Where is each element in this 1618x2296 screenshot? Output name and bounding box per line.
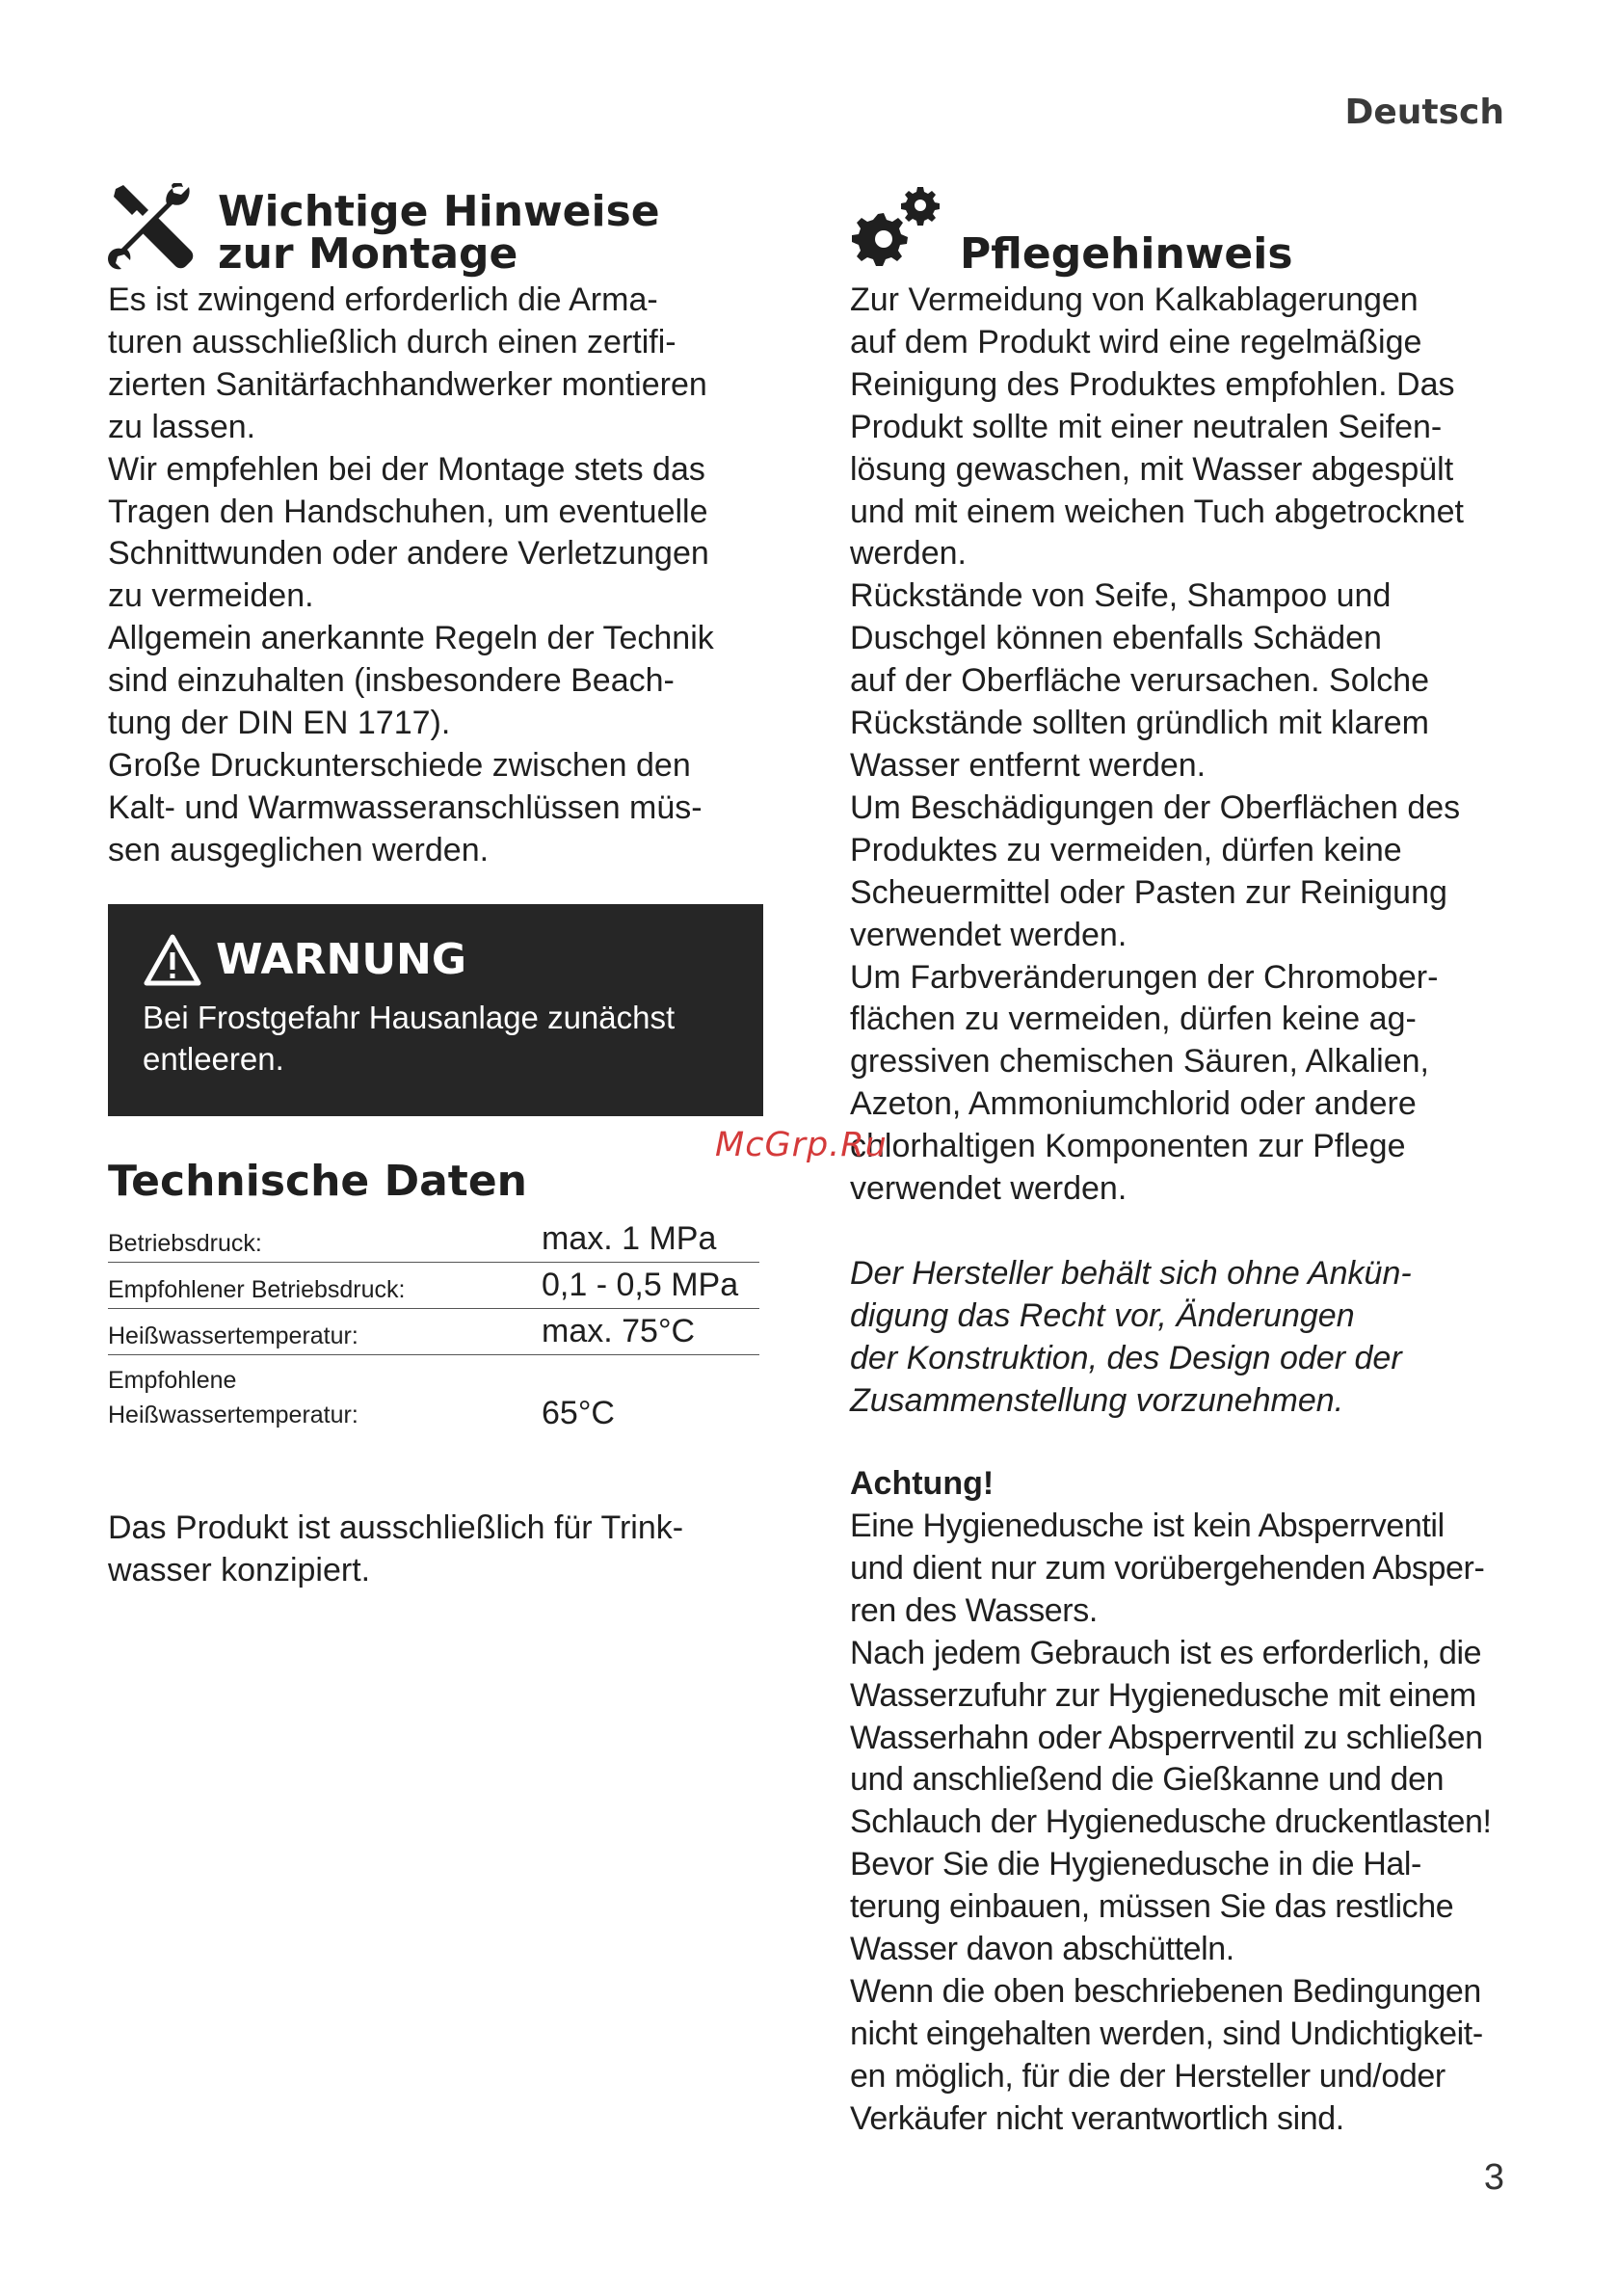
language-label: Deutsch bbox=[1344, 93, 1504, 132]
table-row bbox=[108, 1216, 759, 1263]
spec-label: Heißwassertemperatur: bbox=[108, 1309, 542, 1355]
warning-box bbox=[108, 904, 763, 1116]
mount-title bbox=[218, 187, 660, 279]
spec-value: max. 75°C bbox=[542, 1309, 759, 1355]
spec-value: 0,1 - 0,5 MPa bbox=[542, 1263, 759, 1309]
table-row bbox=[108, 1309, 759, 1355]
care-icon-wrap bbox=[850, 183, 946, 276]
warning-title: WARNUNG bbox=[216, 935, 466, 984]
page-number: 3 bbox=[1483, 2157, 1504, 2198]
care-text: Zur Vermeidung von Kalkablagerungen auf dem Produkt wird eine regelmäßige Reinigung des Produktes empfohlen. Das Produkt sollte mit einer neutralen Seifen- lösung gewaschen, mit Wasser abgespült und mit einem weichen Tuch abgetrocknet werden. Rückstände von Seife, Shampoo und Duschgel können ebenfalls Schäden auf der Oberfläche verursachen. Solche Rückstände sollten gründlich mit klarem Wasser entfernt werden. Um Beschädigungen der Oberflächen des Produktes zu vermeiden, dürfen keine Scheuermittel oder Pasten zur Reinigung verwendet werden. Um Farbveränderungen der Chromober- flächen zu vermeiden, dürfen keine ag- gressiven chemischen Säuren, Alkalien, Azeton, Ammoniumchlorid oder andere chlorhaltigen Komponenten zur Pflege verwendet werden. bbox=[850, 281, 1464, 1208]
spec-label: Empfohlene Heißwassertemperatur: bbox=[108, 1367, 358, 1428]
mount-icon-wrap bbox=[108, 183, 200, 276]
mount-title-line1: Wichtige Hinweise bbox=[218, 187, 660, 236]
warning-heading bbox=[143, 933, 466, 987]
manufacturer-note: Der Hersteller behält sich ohne Ankün- digung das Recht vor, Änderungen der Konstruktion, des Design oder der Zusammenstellung vorzunehmen. bbox=[850, 1255, 1412, 1419]
warning-triangle-icon bbox=[143, 933, 202, 987]
mount-text: Es ist zwingend erforderlich die Arma- turen ausschließlich durch einen zertifi- zierten Sanitärfachhandwerker montieren zu lassen. Wir empfehlen bei der Montage stets das Tragen den Handschuhen, um eventuelle Schnittwunden oder andere Verletzungen zu vermeiden. Allgemein anerkannte Regeln der Technik sind einzuhalten (insbesondere Beach- tung der DIN EN 1717). Große Druckunterschiede zwischen den Kalt- und Warmwasseranschlüssen müs- sen ausgeglichen werden. bbox=[108, 281, 714, 868]
spec-label: Betriebsdruck: bbox=[108, 1216, 542, 1263]
table-row bbox=[108, 1263, 759, 1309]
spec-value: max. 1 MPa bbox=[542, 1216, 759, 1263]
product-note: Das Produkt ist ausschließlich für Trink- wasser konzipiert. bbox=[108, 1509, 684, 1589]
specs-table bbox=[108, 1216, 759, 1436]
specs-table-wrap bbox=[108, 1216, 759, 1436]
gears-icon bbox=[850, 183, 946, 276]
wrench-screwdriver-icon bbox=[108, 183, 200, 276]
attention-text: Eine Hygienedusche ist kein Absperrventil und dient nur zum vorübergehenden Absper- ren des Wassers. Nach jedem Gebrauch ist es erforderlich, die Wasserzufuhr zur Hygienedusche mit einem Wasserhahn oder Absperrventil zu schließen und anschließend die Gießkanne und den Schlauch der Hygienedusche druckentlasten! Bevor Sie die Hygienedusche in die Hal- terung einbauen, müssen Sie das restliche Wasser davon abschütteln. Wenn die oben beschriebenen Bedingungen nicht eingehalten werden, sind Undichtigkeit- en möglich, für die der Hersteller und/oder Verkäufer nicht verantwortlich sind. bbox=[850, 1508, 1492, 2137]
tech-title: Technische Daten bbox=[108, 1157, 527, 1206]
attention-title: Achtung! bbox=[850, 1465, 995, 1502]
care-title: Pflegehinweis bbox=[960, 229, 1293, 279]
spec-value: 65°C bbox=[542, 1395, 615, 1431]
table-row bbox=[108, 1355, 759, 1437]
mount-title-line2: zur Montage bbox=[218, 229, 518, 279]
warning-text: Bei Frostgefahr Hausanlage zunächst entleeren. bbox=[143, 1000, 676, 1077]
watermark: McGrp.Ru bbox=[715, 1126, 888, 1164]
spec-label: Empfohlener Betriebsdruck: bbox=[108, 1263, 542, 1309]
